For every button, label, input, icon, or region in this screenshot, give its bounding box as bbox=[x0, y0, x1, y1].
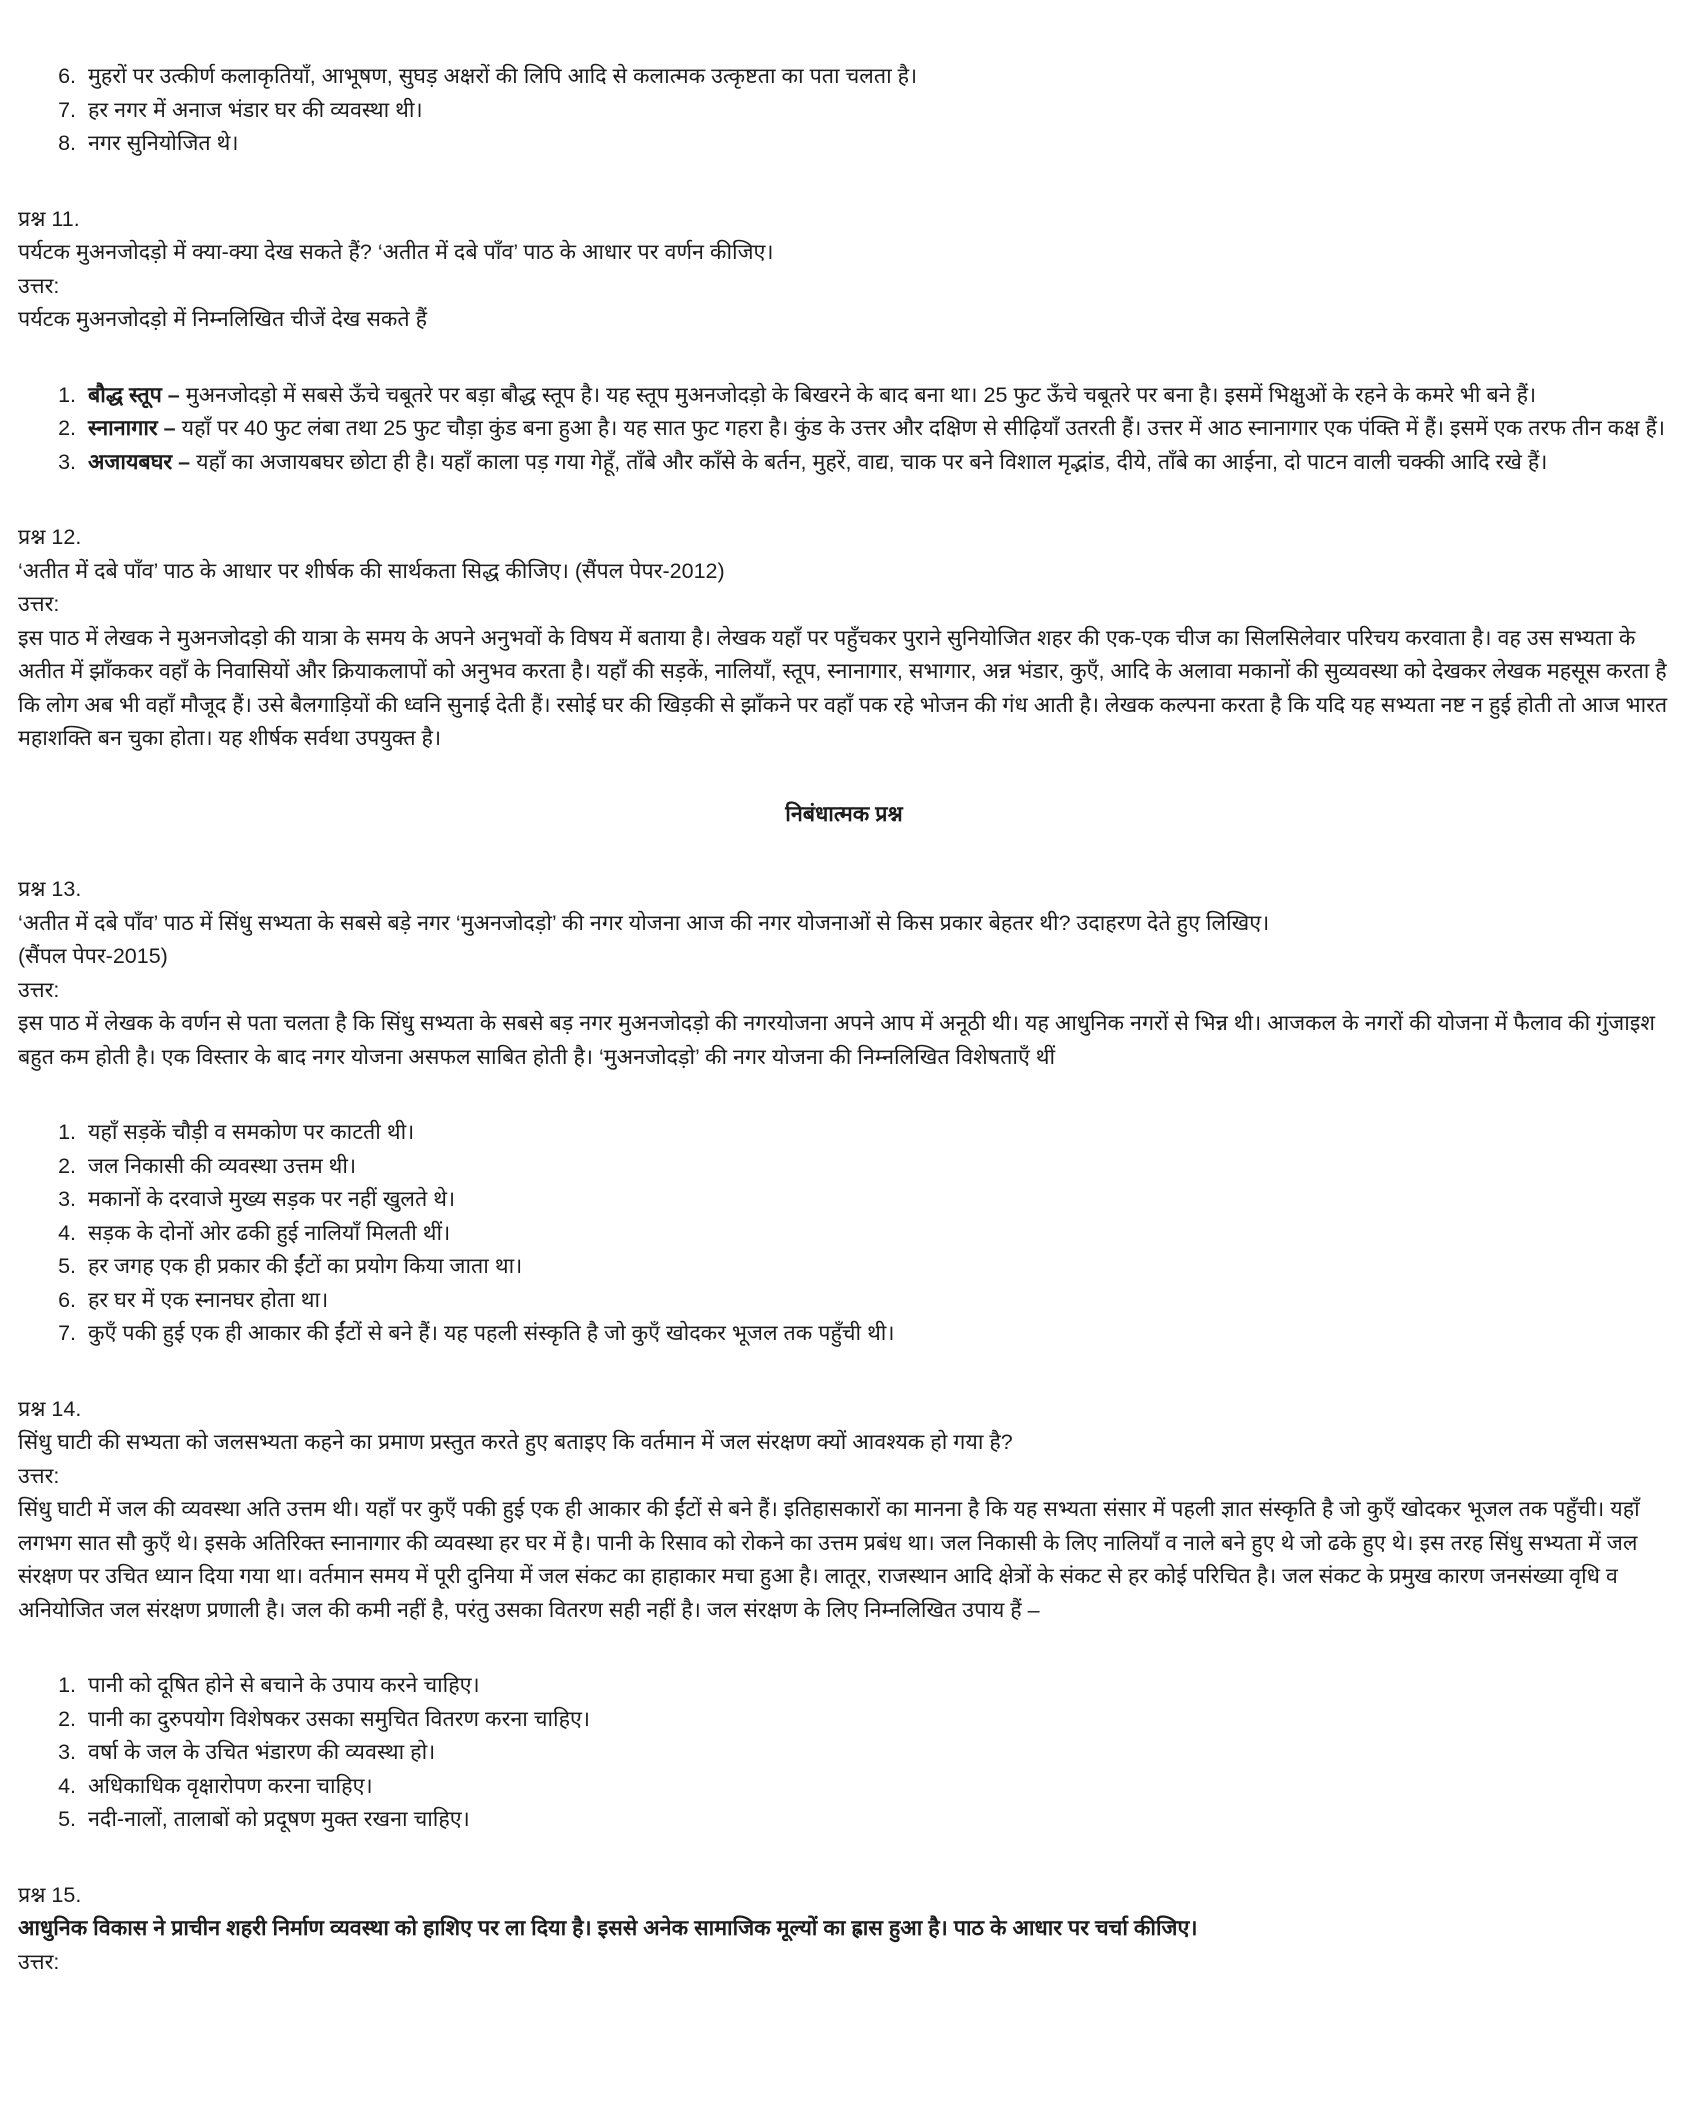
question-label: प्रश्न 15. bbox=[18, 1882, 82, 1907]
paper-reference: (सैंपल पेपर-2015) bbox=[18, 944, 168, 968]
list-item-term: स्नानागार – bbox=[88, 416, 182, 440]
question-text: पर्यटक मुअनजोदड़ो में क्या-क्या देख सकते हैं? ‘अतीत में दबे पाँव’ पाठ के आधार पर वर्णन कीजिए। bbox=[18, 240, 774, 264]
question-text: ‘अतीत में दबे पाँव’ पाठ के आधार पर शीर्षक की सार्थकता सिद्ध कीजिए। (सैंपल पेपर-2012) bbox=[18, 558, 725, 583]
list-item: 3. अजायबघर – यहाँ का अजायबघर छोटा ही है। यहाँ काला पड़ गया गेहूँ, ताँबे और काँसे के बर्तन, मुहरें, वाद्य, चाक पर बने विशाल मृद्भांड, दीये, ताँबे का आईना, दो पाटन वाली चक्की आदि रखे हैं। bbox=[82, 446, 1670, 480]
answer-text: इस पाठ में लेखक के वर्णन से पता चलता है कि सिंधु सभ्यता के सबसे बड़ नगर मुअनजोदड़ो की नगरयोजना अपने आप में अनूठी थी। यह आधुनिक नगरों से भिन्न थी। आजकल के नगरों की योजना में फैलाव की गुंजाइश बहुत कम होती है। एक विस्तार के बाद नगर योजना असफल साबित होती है। ‘मुअनजोदड़ो’ की नगर योजना की निम्नलिखित विशेषताएँ थीं bbox=[18, 1011, 1655, 1069]
question-14-answer-list bbox=[18, 1669, 1670, 1837]
list-item-term: बौद्ध स्तूप – bbox=[88, 382, 186, 407]
question-label: प्रश्न 13. bbox=[18, 877, 82, 901]
list-item: 3. मकानों के दरवाजे मुख्य सड़क पर नहीं खुलते थे। bbox=[82, 1183, 1670, 1217]
list-item: 8. नगर सुनियोजित थे। bbox=[82, 127, 1670, 161]
answer-label: उत्तर: bbox=[18, 977, 60, 1002]
list-item: 1. पानी को दूषित होने से बचाने के उपाय करने चाहिए। bbox=[82, 1669, 1670, 1703]
question-text: सिंधु घाटी की सभ्यता को जलसभ्यता कहने का प्रमाण प्रस्तुत करते हुए बताइए कि वर्तमान में जल संरक्षण क्यों आवश्यक हो गया है? bbox=[18, 1430, 1013, 1454]
list-item: 3. वर्षा के जल के उचित भंडारण की व्यवस्था हो। bbox=[82, 1736, 1670, 1770]
list-item: 5. नदी-नालों, तालाबों को प्रदूषण मुक्त रखना चाहिए। bbox=[82, 1803, 1670, 1837]
answer-label: उत्तर: bbox=[18, 273, 60, 298]
answer-label: उत्तर: bbox=[18, 1463, 60, 1488]
question-text: आधुनिक विकास ने प्राचीन शहरी निर्माण व्यवस्था को हाशिए पर ला दिया है। इससे अनेक सामाजिक मूल्यों का ह्रास हुआ है। पाठ के आधार पर चर्चा कीजिए। bbox=[18, 1916, 1198, 1940]
list-item: 6. हर घर में एक स्नानघर होता था। bbox=[82, 1284, 1670, 1318]
question-label: प्रश्न 14. bbox=[18, 1396, 82, 1421]
question-text: ‘अतीत में दबे पाँव’ पाठ में सिंधु सभ्यता के सबसे बड़े नगर ‘मुअनजोदड़ो’ की नगर योजना आज की नगर योजनाओं से किस प्रकार बेहतर थी? उदाहरण देते हुए लिखिए। bbox=[18, 910, 1270, 935]
answer-label: उत्तर: bbox=[18, 1949, 60, 1974]
question-11-answer-list bbox=[18, 379, 1670, 480]
list-item: 5. हर जगह एक ही प्रकार की ईंटों का प्रयोग किया जाता था। bbox=[82, 1250, 1670, 1284]
question-label: प्रश्न 12. bbox=[18, 525, 82, 549]
list-item: 2. पानी का दुरुपयोग विशेषकर उसका समुचित वितरण करना चाहिए। bbox=[82, 1703, 1670, 1737]
list-item: 2. स्नानागार – यहाँ पर 40 फुट लंबा तथा 25 फुट चौड़ा कुंड बना हुआ है। यह सात फुट गहरा है। कुंड के उत्तर और दक्षिण से सीढ़ियाँ उतरती हैं। उत्तर में आठ स्नानागार एक पंक्ति में हैं। इसमें एक तरफ तीन कक्ष हैं। bbox=[82, 412, 1670, 446]
question-14-block bbox=[18, 1393, 1670, 1628]
answer-label: उत्तर: bbox=[18, 592, 60, 616]
question-15-block bbox=[18, 1879, 1670, 1980]
section-heading: निबंधात्मक प्रश्न bbox=[785, 801, 903, 826]
list-item: 1. यहाँ सड़कें चौड़ी व समकोण पर काटती थी। bbox=[82, 1116, 1670, 1150]
list-item-term: अजायबघर – bbox=[88, 449, 197, 474]
list-item: 6. मुहरों पर उत्कीर्ण कलाकृतियाँ, आभूषण, सुघड़ अक्षरों की लिपि आदि से कलात्मक उत्कृष्टता का पता चलता है। bbox=[82, 60, 1670, 94]
list-item: 7. कुएँ पकी हुई एक ही आकार की ईंटों से बने हैं। यह पहली संस्कृति है जो कुएँ खोदकर भूजल तक पहुँची थी। bbox=[82, 1317, 1670, 1351]
list-item: 4. अधिकाधिक वृक्षारोपण करना चाहिए। bbox=[82, 1770, 1670, 1804]
answer-intro: पर्यटक मुअनजोदड़ो में निम्नलिखित चीजें देख सकते हैं bbox=[18, 307, 428, 331]
question-12-block bbox=[18, 521, 1670, 756]
previous-answer-list bbox=[18, 60, 1670, 161]
answer-text: इस पाठ में लेखक ने मुअनजोदड़ो की यात्रा के समय के अपने अनुभवों के विषय में बताया है। लेखक यहाँ पर पहुँचकर पुराने सुनियोजित शहर की एक-एक चीज का सिलसिलेवार परिचय करवाता है। वह उस सभ्यता के अतीत में झाँककर वहाँ के निवासियों और क्रियाकलापों को अनुभव करता है। यहाँ की सड़कें, नालियाँ, स्तूप, स्नानागार, सभागार, अन्न भंडार, कुएँ, आदि के अलावा मकानों की सुव्यवस्था को देखकर लेखक महसूस करता है कि लोग अब भी वहाँ मौजूद हैं। उसे बैलगाड़ियों की ध्वनि सुनाई देती हैं। रसोई घर की खिड़की से झाँकने पर वहाँ पक रहे भोजन की गंध आती है। लेखक कल्पना करता है कि यदि यह सभ्यता नष्ट न हुई होती तो आज भारत महाशक्ति बन चुका होता। यह शीर्षक सर्वथा उपयुक्त है। bbox=[18, 625, 1668, 750]
question-13-answer-list bbox=[18, 1116, 1670, 1351]
list-item: 7. हर नगर में अनाज भंडार घर की व्यवस्था थी। bbox=[82, 94, 1670, 128]
list-item: 1. बौद्ध स्तूप – मुअनजोदड़ो में सबसे ऊँचे चबूतरे पर बड़ा बौद्ध स्तूप है। यह स्तूप मुअनजोदड़ो के बिखरने के बाद बना था। 25 फुट ऊँचे चबूतरे पर बना है। इसमें भिक्षुओं के रहने के कमरे भी बने हैं। bbox=[82, 379, 1670, 413]
answer-text: सिंधु घाटी में जल की व्यवस्था अति उत्तम थी। यहाँ पर कुएँ पकी हुई एक ही आकार की ईंटों से बने हैं। इतिहासकारों का मानना है कि यह सभ्यता संसार में पहली ज्ञात संस्कृति है जो कुएँ खोदकर भूजल तक पहुँची। यहाँ लगभग सात सौ कुएँ थे। इसके अतिरिक्त स्नानागार की व्यवस्था हर घर में है। पानी के रिसाव को रोकने का उत्तम प्रबंध था। जल निकासी के लिए नालियाँ व नाले बने हुए थे जो ढके हुए थे। इस तरह सिंधु सभ्यता में जल संरक्षण पर उचित ध्यान दिया गया था। वर्तमान समय में पूरी दुनिया में जल संकट का हाहाकार मचा हुआ है। लातूर, राजस्थान आदि क्षेत्रों के संकट से हर कोई परिचित है। जल संकट के प्रमुख कारण जनसंख्या वृधि व अनियोजित जल संरक्षण प्रणाली है। जल की कमी नहीं है, परंतु उसका वितरण सही नहीं है। जल संरक्षण के लिए निम्नलिखित उपाय हैं – bbox=[18, 1497, 1640, 1622]
list-item: 2. जल निकासी की व्यवस्था उत्तम थी। bbox=[82, 1150, 1670, 1184]
question-13-block bbox=[18, 873, 1670, 1074]
question-11-block bbox=[18, 203, 1670, 337]
list-item: 4. सड़क के दोनों ओर ढकी हुई नालियाँ मिलती थीं। bbox=[82, 1217, 1670, 1251]
question-label: प्रश्न 11. bbox=[18, 206, 80, 231]
